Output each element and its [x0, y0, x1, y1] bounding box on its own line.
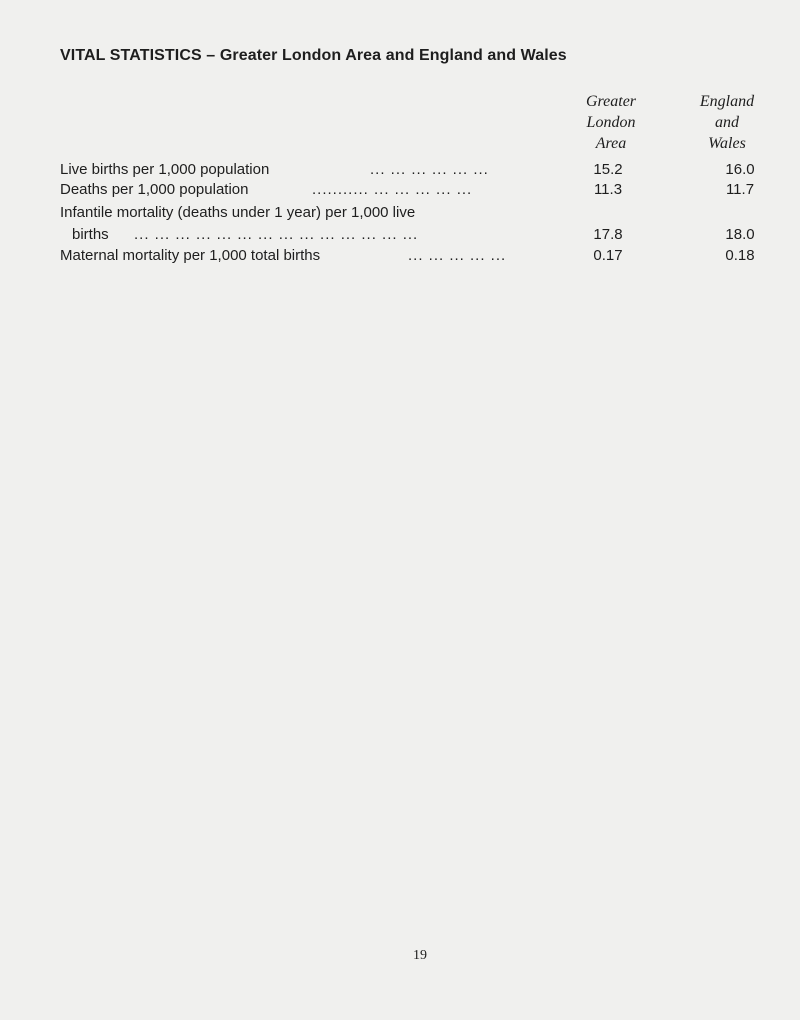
leader-dots: ... ... ... ... ... ... ... ... ... ... ... ... ... ...	[134, 226, 419, 243]
greater-london-value: 15.2	[593, 161, 623, 178]
column-header-line: England	[699, 93, 755, 110]
table-row	[60, 246, 760, 266]
england-wales-value: 11.7	[725, 181, 755, 198]
row-label: births	[72, 226, 109, 243]
row-label: Infantile mortality (deaths under 1 year) per 1,000 live	[60, 204, 416, 221]
table-row	[60, 203, 760, 223]
page-title: VITAL STATISTICS – Greater London Area and England and Wales	[60, 47, 567, 64]
column-header-line: Area	[595, 135, 627, 152]
table-row	[60, 180, 760, 200]
page-number: 19	[413, 948, 427, 963]
england-wales-value: 16.0	[725, 161, 755, 178]
leader-dots: ........... ... ... ... ... ...	[312, 181, 473, 198]
greater-london-value: 11.3	[593, 181, 623, 198]
table-row	[60, 160, 760, 180]
column-header-line: Greater	[585, 93, 637, 110]
row-label: Live births per 1,000 population	[60, 161, 270, 178]
column-header-england-wales	[672, 91, 782, 154]
leader-dots: ... ... ... ... ... ...	[370, 161, 489, 178]
row-label: Deaths per 1,000 population	[60, 181, 249, 198]
england-wales-value: 18.0	[725, 226, 755, 243]
column-header-line: and	[715, 114, 739, 131]
greater-london-value: 17.8	[593, 226, 623, 243]
row-label: Maternal mortality per 1,000 total births	[60, 247, 321, 264]
greater-london-value: 0.17	[593, 247, 623, 264]
column-header-line: Wales	[708, 135, 746, 152]
column-header-line: London	[586, 114, 636, 131]
england-wales-value: 0.18	[725, 247, 755, 264]
column-header-greater-london	[556, 91, 666, 154]
table-row	[60, 225, 760, 245]
leader-dots: ... ... ... ... ...	[408, 247, 507, 264]
